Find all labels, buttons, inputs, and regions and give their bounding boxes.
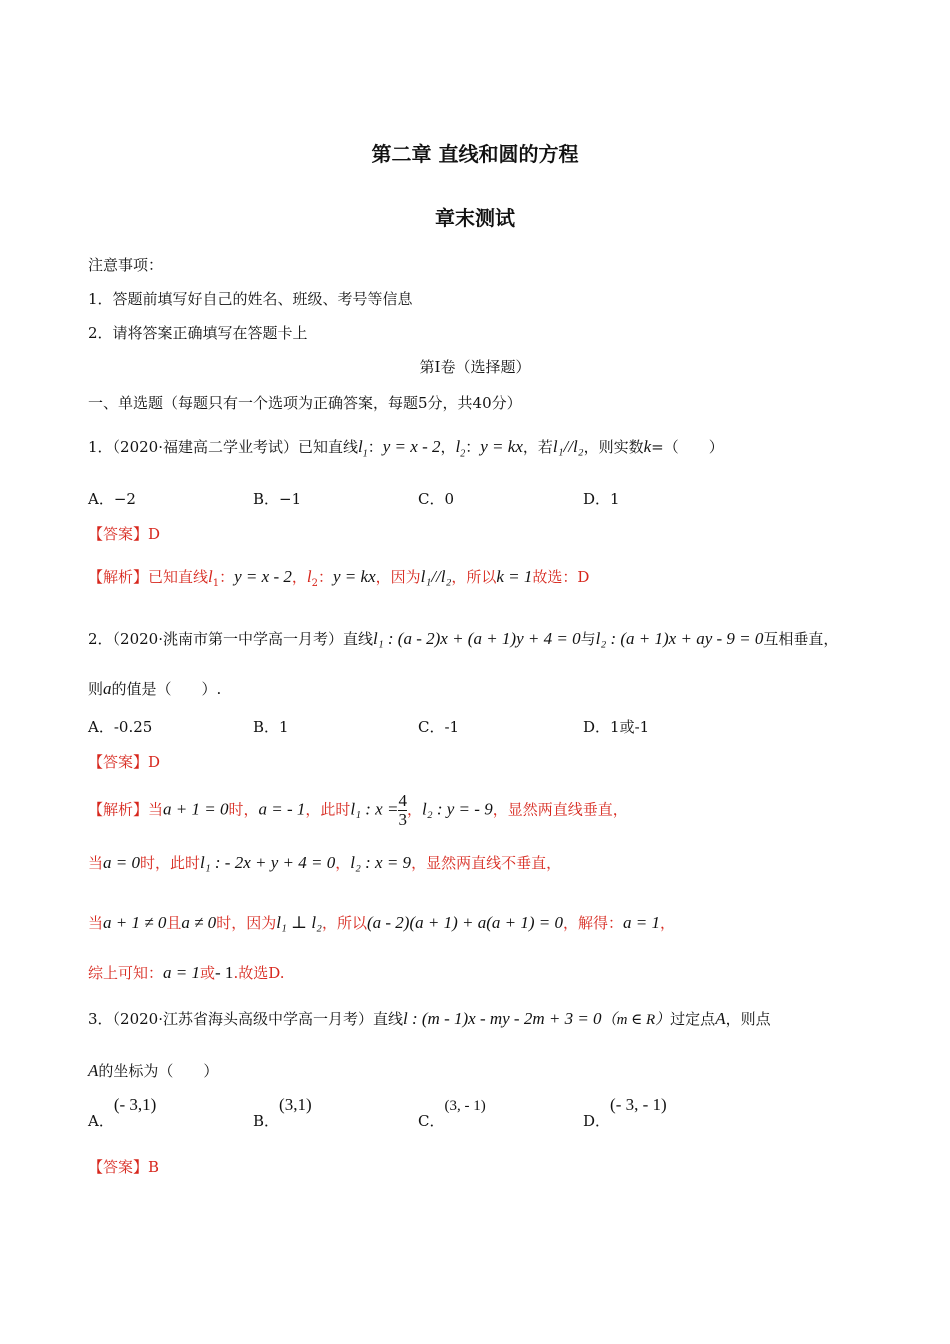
q2-eq2: l₂ : (a + 1)x + ay - 9 = 0 [595, 629, 764, 648]
notice-item-1: 1．答题前填写好自己的姓名、班级、考号等信息 [88, 290, 413, 308]
chapter-title: 第二章 直线和圆的方程 [371, 142, 579, 166]
q2-eq1: l₁ : (a - 2)x + (a + 1)y + 4 = 0 [373, 629, 581, 648]
q1-stem: 1．（2020·福建高二学业考试）已知直线$l_1$：y = x - 2，$l_2$：y = kx，若l₁//l₂，则实数k=（ ） [88, 437, 724, 460]
q1-answer: 【答案】D [88, 525, 161, 543]
q2-option-d[interactable]: D．1或-1 [583, 718, 650, 736]
q1-option-a[interactable]: A．−2 [88, 490, 136, 508]
q1-eq1: y = x - 2 [382, 437, 441, 456]
q3-option-d[interactable]: D．(- 3, - 1) [583, 1095, 667, 1130]
q2-answer: 【答案】D [88, 753, 161, 771]
q2-stem-line2: 则a的值是（ ）. [88, 679, 222, 698]
notice-heading: 注意事项： [88, 256, 164, 274]
notice-item-2: 2．请将答案正确填写在答题卡上 [88, 324, 308, 342]
q2-analysis-line2: 当a = 0时，此时l₁ : - 2x + y + 4 = 0，l₂ : x = 9，显然两直线不垂直， [88, 853, 562, 872]
q3-option-b[interactable]: B．(3,1) [253, 1095, 312, 1130]
q1-l2: $l_2$ [455, 437, 466, 460]
q3-option-a[interactable]: A．(- 3,1) [88, 1095, 157, 1130]
q2-analysis-line1: 【解析】当a + 1 = 0时，a = - 1，此时l₁ : x = $\frac{4}{3}$ ，l₂ : y = - 9，显然两直线垂直， [88, 791, 628, 829]
q1-analysis: 【解析】已知直线$l_1$：y = x - 2，$l_2$：y = kx，因为l₁//l₂，所以k = 1故选：D [88, 567, 590, 589]
q2-option-c[interactable]: C．-1 [418, 718, 460, 736]
q1-l1: $l_1$ [358, 437, 368, 460]
q3-option-c[interactable]: C．(3, - 1) [418, 1098, 486, 1130]
q2-option-a[interactable]: A．-0.25 [88, 718, 153, 736]
volume-heading: 第I卷（选择题） [419, 358, 531, 376]
q1-option-c[interactable]: C．0 [418, 490, 455, 508]
q2-analysis-line3: 当a + 1 ≠ 0且a ≠ 0时，因为l₁ ⊥ l₂，所以(a - 2)(a + 1) + a(a + 1) = 0，解得：a = 1， [88, 913, 676, 932]
q3-eq: l : (m - 1)x - my - 2m + 3 = 0 [403, 1009, 602, 1028]
q3-answer: 【答案】B [88, 1158, 160, 1176]
q1-option-b[interactable]: B．−1 [253, 490, 302, 508]
q2-option-b[interactable]: B．1 [253, 718, 289, 736]
q1-option-d[interactable]: D．1 [583, 490, 620, 508]
q3-stem: 3．（2020·江苏省海头高级中学高一月考）直线l : (m - 1)x - my - 2m + 3 = 0（m ∈ R）过定点A，则点 [88, 1009, 771, 1028]
part-heading: 一、单选题（每题只有一个选项为正确答案，每题5分，共40分） [88, 394, 522, 412]
q1-parallel: l₁//l₂ [552, 437, 584, 456]
fraction-4-3: $\frac{4}{3}$ [398, 791, 407, 829]
q2-stem: 2．（2020·洮南市第一中学高一月考）直线l₁ : (a - 2)x + (a + 1)y + 4 = 0与l₂ : (a + 1)x + ay - 9 = 0互相垂直， [88, 629, 839, 648]
q3-stem-line2: A的坐标为（ ） [88, 1061, 219, 1080]
page-subtitle: 章末测试 [435, 206, 515, 230]
q2-analysis-line4: 综上可知：a = 1或- 1.故选D. [88, 963, 285, 982]
q1-eq2: y = kx [480, 437, 523, 456]
